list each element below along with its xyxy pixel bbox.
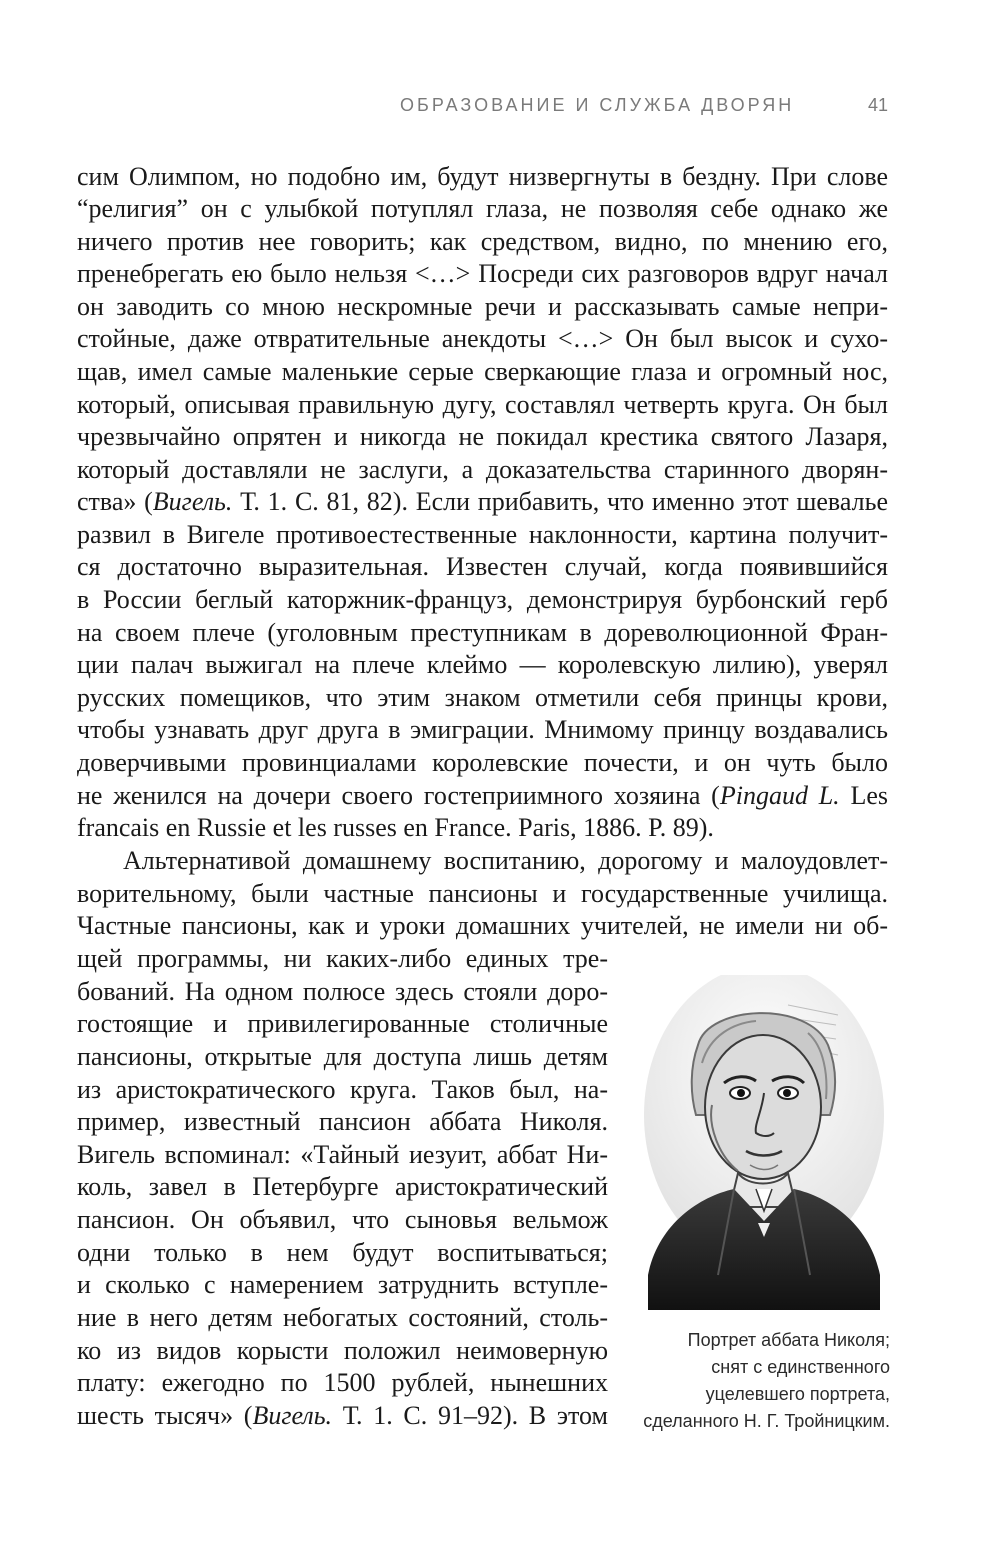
text-line: ся достаточно выразительная. Известен случай, когда появившийся [77,552,888,581]
text-line: одни только в нем будут воспитываться; [77,1238,608,1267]
text-line: ко из видов корысти положил неимоверную [77,1336,608,1365]
caption-line: Портрет аббата Николя; [687,1330,890,1350]
text-line: он заводить со мною нескромные речи и рассказывать самые непри- [77,292,888,321]
text-fragment: Les [839,781,888,810]
text-line: развил в Вигеле противоестественные наклонности, картина получит- [77,520,888,549]
text-line: ние в него детям небогатых состояний, столь- [77,1303,608,1332]
text-line: который, описывая правильную дугу, составлял четверть круга. Он был [77,390,888,419]
portrait-illustration [638,975,890,1310]
text-line: пансионы, открытые для доступа лишь детям [77,1042,608,1071]
text-line: Альтернативой домашнему воспитанию, дорогому и малоудовлет- [123,846,888,875]
text-line: чтобы узнавать друг друга в эмиграции. Мнимому принцу воздавались [77,715,888,744]
text-line: доверчивыми провинциалами королевские почести, и он чуть было [77,748,888,777]
text-fragment: не женился на дочери своего гостеприимного хозяина ( [77,781,720,810]
text-line: Вигель вспоминал: «Тайный иезуит, аббат Ни- [77,1140,608,1169]
citation-author: Pingaud L. [719,781,840,810]
text-line: пример, известный пансион аббата Николя. [77,1107,608,1136]
text-line: щей программы, ни каких-либо единых тре- [77,944,608,973]
text-line: пансион. Он объявил, что сыновья вельмож [77,1205,608,1234]
text-line: на своем плече (уголовным преступникам в дореволюционной Фран- [77,618,888,647]
text-line: Частные пансионы, как и уроки домашних учителей, не имели ни об- [77,911,888,940]
text-line: чрезвычайно опрятен и никогда не покидал крестика святого Лазаря, [77,422,888,451]
text-line: щав, имел самые маленькие серые сверкающие глаза и огромный нос, [77,357,888,386]
text-line: ции палач выжигал на плече клеймо — королевскую лилию), уверял [77,650,888,679]
caption-line: снят с единственного [711,1357,890,1377]
text-line: francais en Russie et les russes en France. Paris, 1886. P. 89). [77,813,714,842]
text-line: плату: ежегодно по 1500 рублей, нынешних [77,1368,608,1397]
text-line: “религия” он с улыбкой потуплял глаза, не позволяя себе однако же [77,194,888,223]
page-number: 41 [868,95,889,115]
text-line: бований. На одном полюсе здесь стояли доро- [77,977,608,1006]
text-line: стойные, даже отвратительные анекдоты <…> Он был высок и сухо- [77,324,888,353]
text-fragment: шесть тысяч» ( [77,1401,253,1430]
citation-author: Вигель. [152,487,233,516]
text-line: коль, завел в Петербурге аристократический [77,1172,608,1201]
text-line: и сколько с намерением затруднить вступле- [77,1270,608,1299]
text-line: в России беглый каторжник-француз, демонстрируя бурбонский герб [77,585,888,614]
text-line: пренебрегать ею было нельзя <…> Посреди сих разговоров вдруг начал [77,259,888,288]
text-line: гостоящие и привилегированные столичные [77,1009,608,1038]
text-fragment: Т. 1. С. 91–92). В этом [332,1401,608,1430]
text-line: из аристократического круга. Таков был, на- [77,1075,608,1104]
text-line: сим Олимпом, но подобно им, будут низвергнуты в бездну. При слове [77,162,888,191]
text-line: русских помещиков, что этим знаком отметили себя принцы крови, [77,683,888,712]
text-fragment: ства» ( [77,487,153,516]
caption-line: уцелевшего портрета, [705,1384,890,1404]
caption-line: сделанного Н. Г. Тройницким. [643,1411,890,1431]
citation-author: Вигель. [252,1401,333,1430]
text-line: который доставляли не заслуги, а доказательства старинного дворян- [77,455,888,484]
text-line [77,781,888,811]
text-line: ничего против нее говорить; как средством, видно, по мнению его, [77,227,888,256]
text-fragment: Т. 1. С. 81, 82). Если прибавить, что именно этот шевалье [232,487,888,516]
text-line: ворительному, были частные пансионы и государственные училища. [77,879,888,908]
running-head: ОБРАЗОВАНИЕ И СЛУЖБА ДВОРЯН [400,95,795,115]
text-line [77,1401,608,1431]
text-line [77,487,888,517]
